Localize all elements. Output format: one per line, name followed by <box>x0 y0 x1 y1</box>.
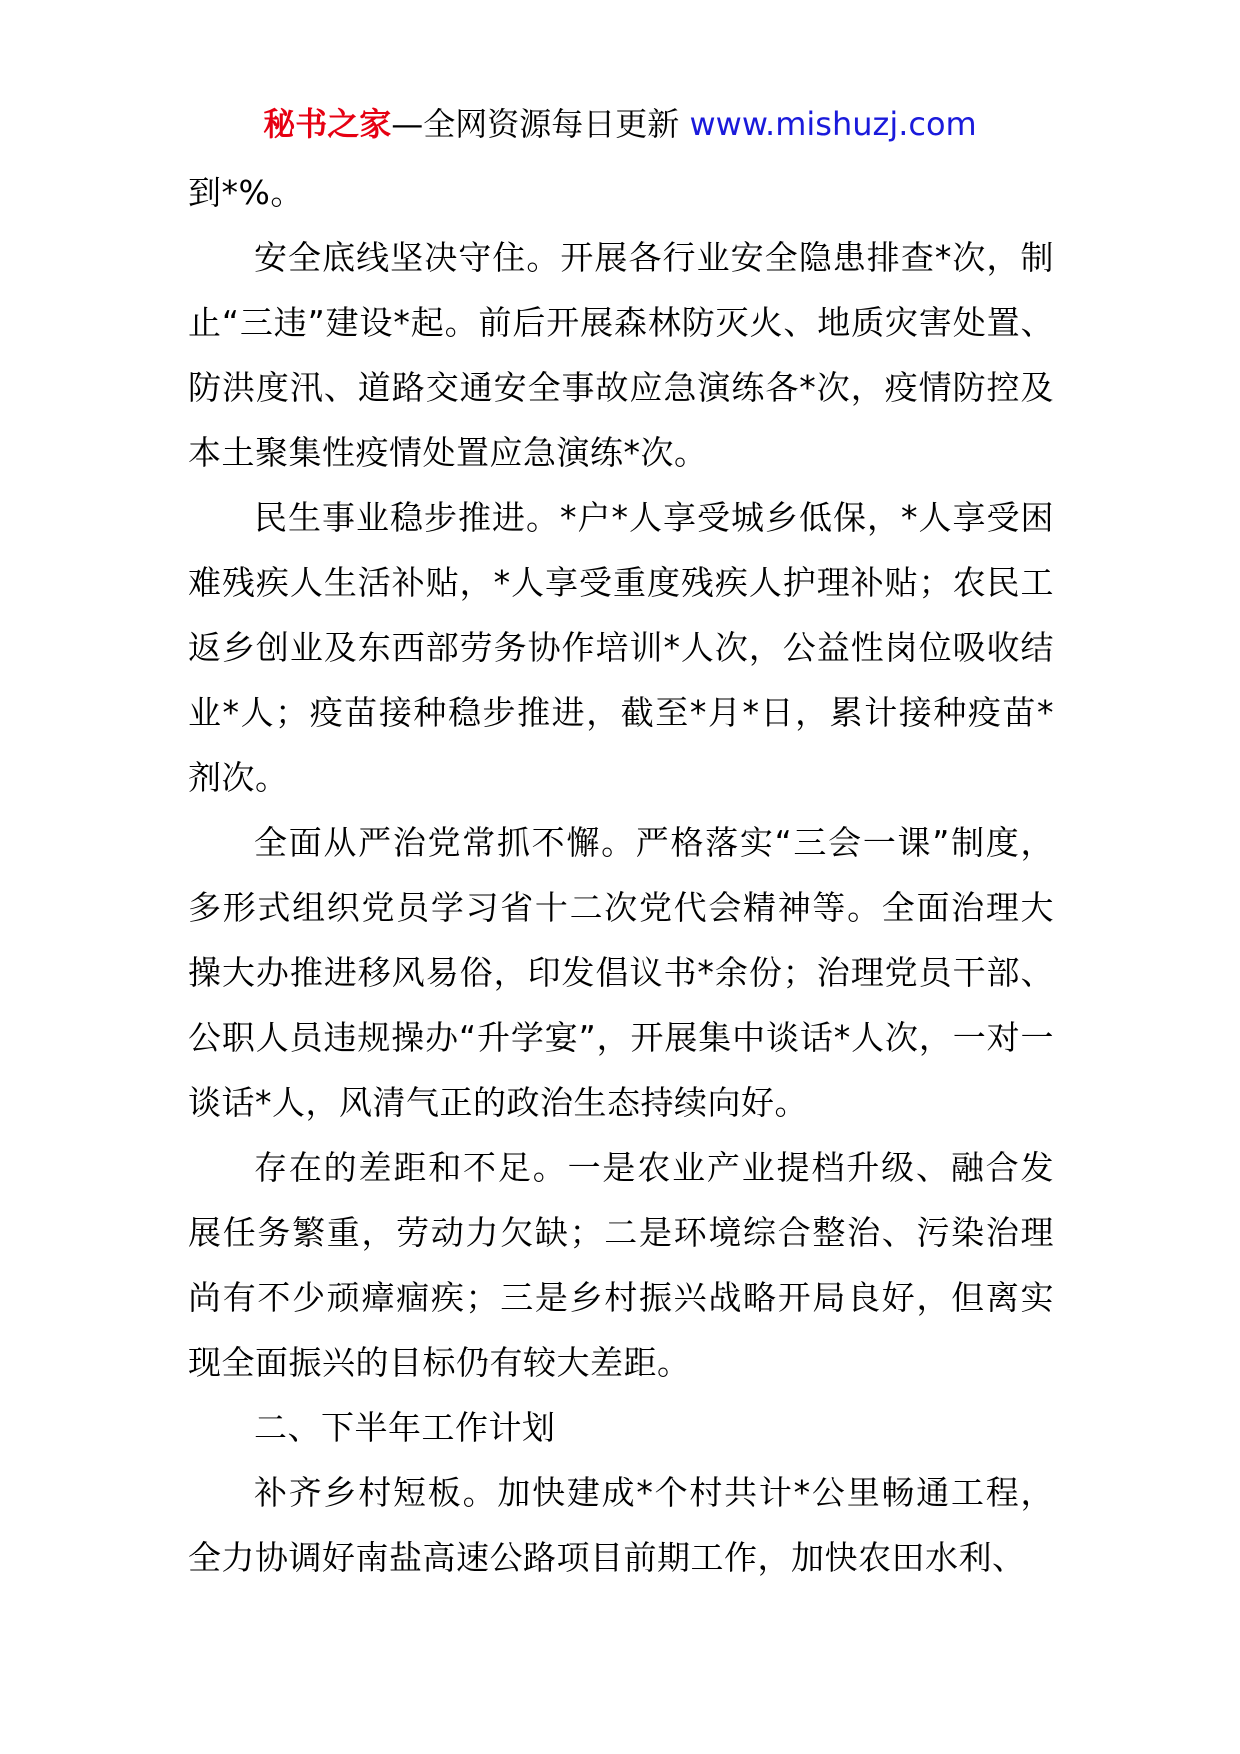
paragraph-rural-shortfall: 补齐乡村短板。加快建成*个村共计*公里畅通工程，全力协调好南盐高速公路项目前期工作，加快农田水利、 <box>188 1473 1054 1577</box>
header-url[interactable]: www.mishuzj.com <box>689 105 977 143</box>
header-tagline: —全网资源每日更新 <box>391 105 680 143</box>
section-heading-plan: 二、下半年工作计划 <box>254 1408 556 1447</box>
paragraph-safety: 安全底线坚决守住。开展各行业安全隐患排查*次，制止“三违”建设*起。前后开展森林防灭火、地质灾害处置、防洪度汛、道路交通安全事故应急演练各*次，疫情防控及本土聚集性疫情处置应急演练*次。 <box>188 238 1054 472</box>
paragraph-continuation: 到*%。 <box>188 173 304 212</box>
paragraph-livelihood: 民生事业稳步推进。*户*人享受城乡低保，*人享受困难残疾人生活补贴，*人享受重度残疾人护理补贴；农民工返乡创业及东西部劳务协作培训*人次，公益性岗位吸收结业*人；疫苗接种稳步推进，截至*月*日，累计接种疫苗*剂次。 <box>188 498 1054 797</box>
paragraph-party-governance: 全面从严治党常抓不懈。严格落实“三会一课”制度，多形式组织党员学习省十二次党代会精神等。全面治理大操大办推进移风易俗，印发倡议书*余份；治理党员干部、公职人员违规操办“升学宴”，开展集中谈话*人次，一对一谈话*人，风清气正的政治生态持续向好。 <box>188 823 1054 1122</box>
watermark-header <box>0 100 1240 148</box>
paragraph-shortcomings: 存在的差距和不足。一是农业产业提档升级、融合发展任务繁重，劳动力欠缺；二是环境综合整治、污染治理尚有不少顽瘴痼疾；三是乡村振兴战略开局良好，但离实现全面振兴的目标仍有较大差距。 <box>188 1148 1054 1382</box>
document-body <box>188 160 1054 1590</box>
header-brand: 秘书之家 <box>263 105 392 143</box>
